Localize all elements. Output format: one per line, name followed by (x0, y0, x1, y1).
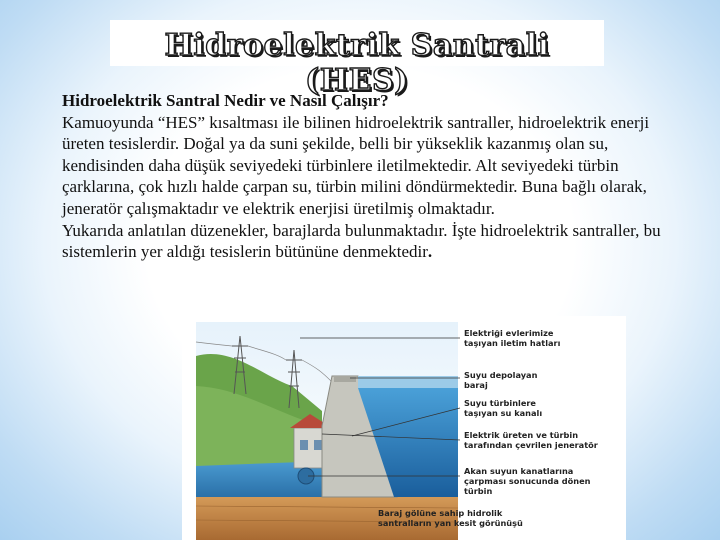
hydro-plant-illustration (182, 316, 626, 540)
label-channel-2: taşıyan su kanalı (464, 408, 543, 418)
caption-line-2: santralların yan kesit görünüşü (378, 518, 523, 528)
caption-line-1: Baraj gölüne sahip hidrolik (378, 508, 503, 518)
paragraph-2-end: . (427, 242, 433, 262)
label-generator-1: Elektrik üreten ve türbin (464, 430, 579, 440)
paragraph-2 (62, 220, 672, 263)
label-turbine-3: türbin (464, 486, 493, 496)
body-text (62, 90, 672, 263)
slide-title: Hidroelektrik Santrali (HES) (164, 28, 550, 98)
section-heading: Hidroelektrik Santral Nedir ve Nasıl Çalışır? (62, 91, 389, 110)
dam-crest (334, 376, 356, 382)
label-turbine-2: çarpması sonucunda dönen (464, 476, 591, 486)
hydro-plant-diagram (182, 316, 626, 540)
title-box (110, 20, 604, 98)
label-turbine-1: Akan suyun kanatlarına (464, 466, 574, 476)
label-dam-1: Suyu depolayan (464, 370, 538, 380)
label-transmission-1: Elektriği evlerimize (464, 328, 554, 338)
label-dam-2: baraj (464, 380, 488, 390)
paragraph-2-text: Yukarıda anlatılan düzenekler, barajlarda bulunmaktadır. İşte hidroelektrik santraller, bu sistemlerin yer aldığı tesislerin bütününe denmektedir (62, 220, 661, 262)
label-generator-2: tarafından çevrilen jeneratör (464, 440, 598, 450)
label-transmission-2: taşıyan iletim hatları (464, 338, 561, 348)
paragraph-1: Kamuoyunda “HES” kısaltması ile bilinen hidroelektrik santraller, hidroelektrik enerji üreten tesislerdir. Doğal ya da suni şekilde, belli bir yükseklik kazanmış olan su, kendisinden daha düşük seviyedeki türbinlere iletilmektedir. Alt seviyedeki türbin çarklarına, çok hızlı halde çarpan su, türbin milini döndürmektedir. Buna bağlı olarak, jeneratör çalışmaktadır ve elektrik enerjisi üretilmiş olmaktadır. (62, 112, 650, 218)
label-channel-1: Suyu türbinlere (464, 398, 536, 408)
